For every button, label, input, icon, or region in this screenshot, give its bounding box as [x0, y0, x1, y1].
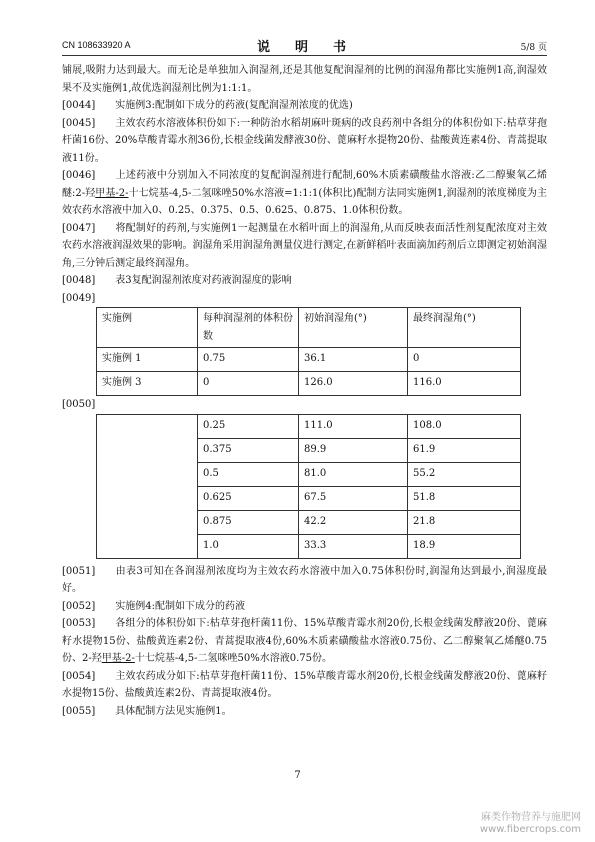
table-cell: 61.9 — [408, 438, 521, 462]
paragraph — [62, 97, 547, 115]
table-row — [97, 348, 521, 372]
paragraph-text: 上述药液中分别加入不同浓度的复配润湿剂进行配制,60%木质素磺酸盐水溶液:乙二醇聚氧乙烯醚:2-羟 — [62, 170, 547, 199]
table-cell: 108.0 — [408, 414, 521, 438]
paragraph-text: 主效农药水溶液体积份如下:一种防治水稻胡麻叶斑病的改良药剂中各组分的体积份如下:枯草芽孢杆菌16份、20%草酸青霉水剂36份,长根金线菌发酵液30份、蓖麻籽水提物20份、盐酸黄连素4份、青蒿提取液11份。 — [62, 117, 547, 164]
paragraph-text: 具体配制方法见实施例1。 — [115, 705, 232, 717]
table-row — [97, 372, 521, 396]
table-header-row — [97, 308, 521, 348]
paragraph-text: 主效农药成分如下:枯草芽孢杆菌11份、15%草酸青霉水剂20份,长根金线菌发酵液20份、蓖麻籽水提物15份、盐酸黄连素2份、青蒿提取液4份。 — [62, 670, 547, 699]
results-table-top — [96, 307, 521, 396]
paragraph-number: [0048] — [62, 275, 96, 286]
table-cell: 51.8 — [408, 486, 521, 510]
watermark — [480, 812, 581, 836]
page-header — [62, 36, 547, 55]
table-cell: 18.9 — [408, 534, 521, 558]
document-body — [62, 62, 547, 720]
watermark-title: 麻类作物营养与施肥网 — [481, 812, 581, 823]
paragraph-number: [0050] — [62, 399, 96, 410]
paragraph-number: [0054] — [62, 670, 96, 682]
paragraph-number: [0044] — [62, 100, 96, 111]
paragraph — [62, 115, 547, 168]
table-cell: 0.75 — [198, 348, 299, 372]
patent-number: CN 108633920 A — [62, 40, 131, 50]
paragraph — [62, 668, 547, 703]
paragraph — [62, 62, 547, 97]
table-header-cell: 最终润湿角(°) — [408, 308, 521, 348]
table-cell: 21.8 — [408, 510, 521, 534]
table-cell: 55.2 — [408, 462, 521, 486]
paragraph-number: [0046] — [62, 170, 96, 181]
paragraph-number: [0047] — [62, 222, 96, 234]
table-row — [97, 414, 521, 438]
table-cell: 0.625 — [198, 486, 299, 510]
table-cell: 67.5 — [299, 486, 408, 510]
paragraph — [62, 220, 547, 273]
paragraph — [62, 167, 547, 220]
paragraph — [62, 272, 547, 290]
table-cell: 1.0 — [198, 534, 299, 558]
paragraph — [62, 598, 547, 616]
paragraph-text: 表3复配润湿剂浓度对药液润湿度的影响 — [115, 275, 292, 286]
table-cell: 实施例 1 — [97, 348, 198, 372]
underlined-text: 甲基-2- — [101, 653, 135, 664]
table-cell: 0.25 — [198, 414, 299, 438]
table-cell — [97, 414, 198, 558]
header-rule — [62, 55, 547, 56]
table-cell: 42.2 — [299, 510, 408, 534]
underlined-text: 甲基-2- — [95, 187, 129, 199]
table-cell: 0.5 — [198, 462, 299, 486]
table-cell: 116.0 — [408, 372, 521, 396]
page-counter: 5/8 页 — [520, 43, 547, 53]
table-cell: 89.9 — [299, 438, 408, 462]
table-cell: 实施例 3 — [97, 372, 198, 396]
paragraph-number: [0045] — [62, 117, 96, 129]
paragraph — [62, 615, 547, 668]
paragraph-number: [0053] — [62, 618, 96, 629]
paragraph-number: [0052] — [62, 600, 96, 612]
paragraph-text: 各组分的体积份如下:枯草芽孢杆菌11份、15%草酸青霉水剂20份,长根金线菌发酵液20份、蓖麻籽水提物15份、盐酸黄连素2份、青蒿提取液4份,60%木质素磺酸盐水溶液0.75份、乙二醇聚氧乙烯醚0.75份、2-羟 — [62, 618, 547, 664]
table-cell: 126.0 — [299, 372, 408, 396]
table-cell: 0.875 — [198, 510, 299, 534]
table-cell: 111.0 — [299, 414, 408, 438]
page-number: 7 — [294, 770, 301, 781]
paragraph-text: 十七烷基-4,5-二氢咪唑50%水溶液=1:1:1(体积比)配制方法同实施例1,润湿剂的浓度梯度为主效农药水溶液中加入0、0.25、0.375、0.5、0.625、0.875、1.0体积份数。 — [62, 187, 547, 216]
paragraph-text: 实施例4:配制如下成分的药液 — [115, 600, 245, 612]
table-cell: 0.375 — [198, 438, 299, 462]
paragraph — [62, 563, 547, 598]
document-title: 说 明 书 — [256, 40, 352, 55]
table-cell: 36.1 — [299, 348, 408, 372]
paragraph-text: 十七烷基-4,5-二氢咪唑50%水溶液0.75份。 — [134, 653, 333, 664]
table-header-cell: 初始润湿角(°) — [299, 308, 408, 348]
table-cell: 81.0 — [299, 462, 408, 486]
paragraph-number: [0055] — [62, 705, 96, 717]
table-cell: 0 — [408, 348, 521, 372]
paragraph-text: 将配制好的药剂,与实施例1一起测量在水稻叶面上的润湿角,从而反映表面活性剂复配浓度对主效农药水溶液润湿效果的影响。润湿角采用润湿角测量仪进行测定,在新鲜稻叶表面滴加药剂后立即测定初始润湿角,三分钟后测定最终润湿角。 — [62, 222, 547, 269]
paragraph-number: [0049] — [62, 292, 96, 304]
results-table-bottom — [96, 414, 521, 559]
watermark-url: www.fibercrops.com — [479, 824, 581, 835]
paragraph-text: 由表3可知在各润湿剂浓度均为主效农药水溶液中加入0.75体积份时,润湿角达到最小,润湿度最好。 — [62, 565, 547, 594]
table-cell: 33.3 — [299, 534, 408, 558]
table-header-cell: 实施例 — [97, 308, 198, 348]
table-cell: 0 — [198, 372, 299, 396]
paragraph-number: [0051] — [62, 565, 96, 577]
paragraph — [62, 703, 547, 721]
paragraph-text: 实施例3:配制如下成分的药液(复配润湿剂浓度的优选) — [115, 100, 353, 111]
paragraph-text: 铺展,吸附力达到最大。而无论是单独加入润湿剂,还是其他复配润湿剂的比例的润湿角都比实施例1高,润湿效果不及实施例1,故优选润湿剂比例为1:1:1。 — [62, 65, 547, 94]
table-header-cell: 每种润湿剂的体积份数 — [198, 308, 299, 348]
